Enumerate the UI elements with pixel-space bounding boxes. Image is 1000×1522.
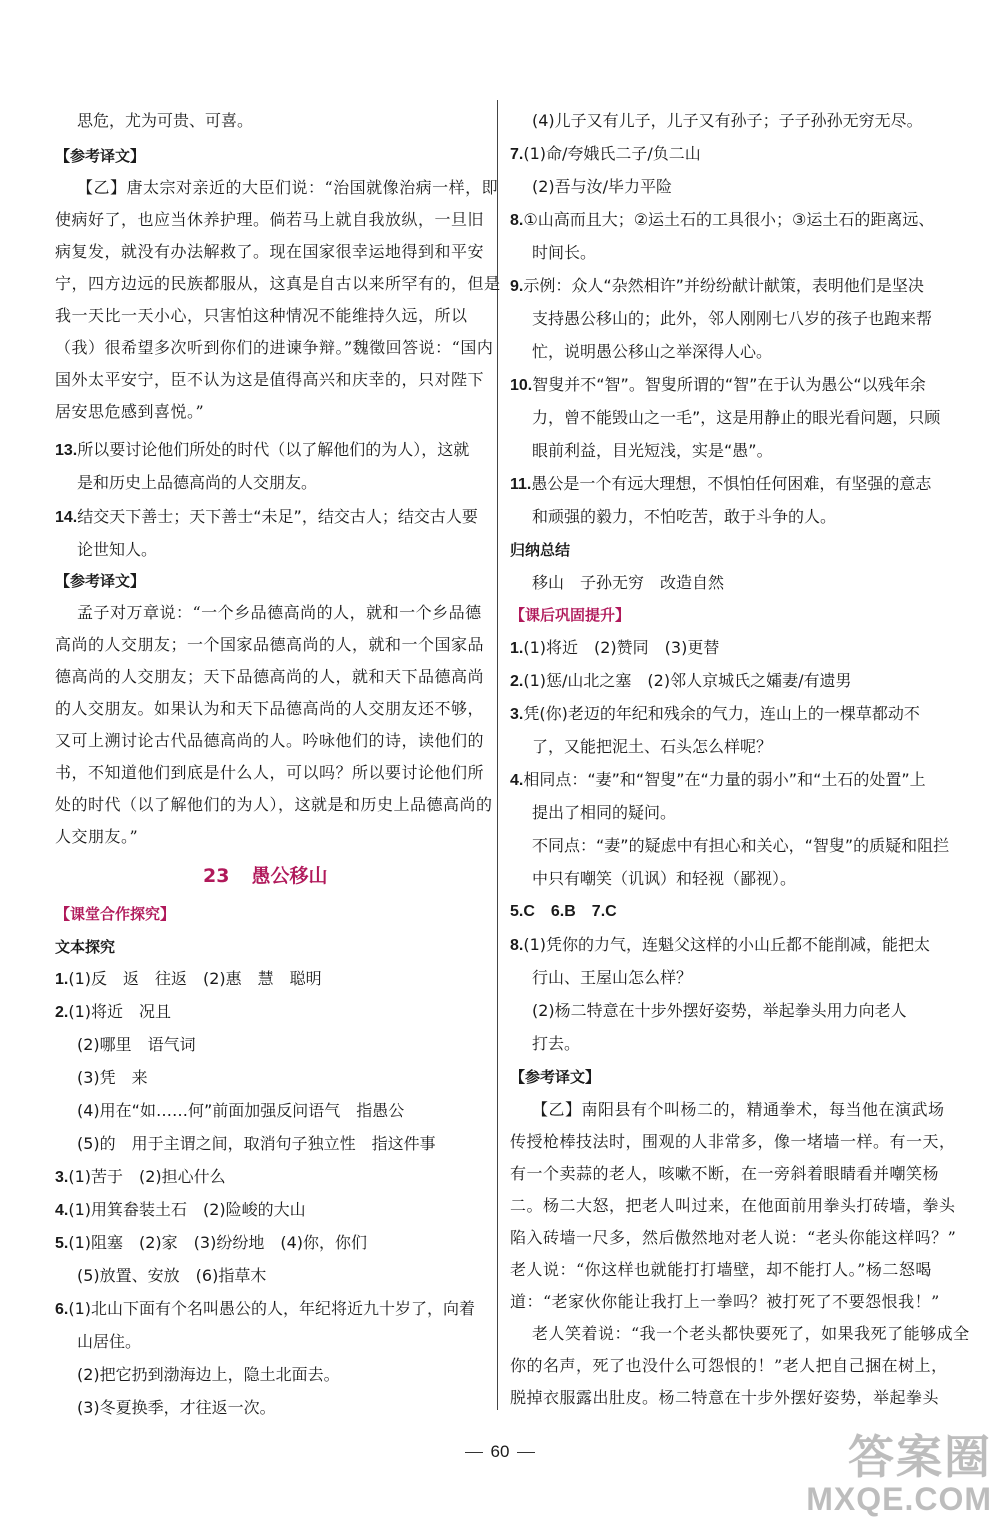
answer-4: 4.(1)用箕畚装土石 (2)险峻的大山	[55, 1200, 306, 1219]
watermark-url: MXQE.COM	[806, 1481, 992, 1517]
section-heading-translation: 【参考译文】	[55, 147, 146, 165]
text-line: 又可上溯讨论古代品德高尚的人。吟咏他们的诗，读他们的	[55, 731, 485, 750]
answer-14: 14.结交天下善士；天下善士“未足”，结交古人；结交古人要	[55, 507, 478, 526]
answer-13: 13.所以要讨论他们所处的时代（以了解他们的为人），这就	[55, 440, 470, 459]
summary-keywords: 移山 子孙无穷 改造自然	[532, 573, 725, 592]
answer-4: 4.相同点：“妻”和“智叟”在“力量的弱小”和“土石的处置”上	[510, 770, 926, 789]
answer-8: 8.①山高而且大；②运土石的工具很小；③运土石的距离远、	[510, 210, 935, 229]
text-line: 和顽强的毅力，不怕吃苦，敢于斗争的人。	[532, 507, 837, 526]
page-number	[440, 1442, 560, 1462]
text-line: (3)凭 来	[77, 1068, 148, 1087]
watermark-logo: 答案圈	[848, 1431, 992, 1483]
text-line: 二。杨二大怒，把老人叫过来，在他面前用拳头打砖墙，拳头	[510, 1196, 956, 1215]
answer-7: 7.(1)命/夸娥氏二子/负二山	[510, 144, 701, 163]
watermark	[806, 1432, 992, 1516]
text-line: 【乙】唐太宗对亲近的大臣们说：“治国就像治病一样，即	[77, 178, 499, 197]
text-line: 力，曾不能毁山之一毛”，这是用静止的眼光看问题，只顾	[532, 408, 941, 427]
text-line: 孟子对万章说：“一个乡品德高尚的人，就和一个乡品德	[77, 603, 482, 622]
section-heading-classroom: 【课堂合作探究】	[55, 905, 176, 923]
text-line: 打去。	[532, 1034, 581, 1053]
text-line: 了，又能把泥土、石头怎么样呢？	[532, 737, 773, 756]
answer-3: 3.(1)苦于 (2)担心什么	[55, 1167, 226, 1186]
text-line: 脱掉衣服露出肚皮。杨二特意在十步外摆好姿势，举起拳头	[510, 1388, 940, 1407]
text-line: 时间长。	[532, 243, 597, 262]
text-line: (2)把它扔到渤海边上，隐土北面去。	[77, 1365, 340, 1384]
answer-1: 1.(1)反 返 往返 (2)惠 慧 聪明	[55, 969, 322, 988]
text-line: 居安思危感到喜悦。”	[55, 402, 205, 421]
text-line: 中只有嘲笑（讥讽）和轻视（鄙视）。	[532, 869, 797, 888]
column-divider	[497, 100, 498, 1410]
text-line: (3)冬夏换季，才往返一次。	[77, 1398, 276, 1417]
text-line: 有一个卖蒜的老人，咳嗽不断，在一旁斜着眼睛看并嘲笑杨	[510, 1164, 940, 1183]
text-line: 的人交朋友。如果认为和天下品德高尚的人交朋友还不够，	[55, 699, 485, 718]
text-line: 老人笑着说：“我一个老头都快要死了，如果我死了能够成全	[532, 1324, 970, 1343]
text-line: (5)的 用于主谓之间，取消句子独立性 指这件事	[77, 1134, 436, 1153]
text-line: 高尚的人交朋友；一个国家品德高尚的人，就和一个国家品	[55, 635, 485, 654]
page-number-text: 60	[490, 1442, 510, 1461]
text-line: 行山、王屋山怎么样？	[532, 968, 693, 987]
answer-2: 2.(1)将近 况且	[55, 1002, 172, 1021]
text-line: 你的名声，死了也没什么可怨恨的！”老人把自己捆在树上，	[510, 1356, 948, 1375]
text-line: (2)吾与汝/毕力平险	[532, 177, 673, 196]
answer-8: 8.(1)凭你的力气，连魁父这样的小山丘都不能削减，能把太	[510, 935, 931, 954]
text-line: (5)放置、安放 (6)指草木	[77, 1266, 267, 1285]
text-line: (4)用在“如……何”前面加强反问语气 指愚公	[77, 1101, 405, 1120]
answers-5-6-7: 5.C 6.B 7.C	[510, 903, 617, 920]
answer-9: 9.示例：众人“杂然相许”并纷纷献计献策，表明他们是坚决	[510, 276, 924, 295]
answer-11: 11.愚公是一个有远大理想，不惧怕任何困难，有坚强的意志	[510, 474, 932, 493]
text-line: 忙，说明愚公移山之举深得人心。	[532, 342, 773, 361]
text-line: 使病好了，也应当休养护理。倘若马上就自我放纵，一旦旧	[55, 210, 485, 229]
text-line: (4)儿子又有儿子，儿子又有孙子；子子孙孙无穷无尽。	[532, 111, 923, 130]
dash-left	[465, 1452, 483, 1453]
text-line: 人交朋友。”	[55, 827, 139, 846]
dash-right	[517, 1452, 535, 1453]
text-line: 眼前利益，目光短浅，实是“愚”。	[532, 441, 773, 460]
text-line: 是和历史上品德高尚的人交朋友。	[77, 473, 318, 492]
subheading-text-study: 文本探究	[55, 938, 116, 956]
text-line: 德高尚的人交朋友；天下品德高尚的人，就和天下品德高尚	[55, 667, 485, 686]
text-line: 论世知人。	[77, 540, 158, 559]
lesson-title: 23 愚公移山	[203, 865, 328, 887]
answer-1: 1.(1)将近 (2)赞同 (3)更替	[510, 638, 720, 657]
text-line: 病复发，就没有办法解救了。现在国家很幸运地得到和平安	[55, 242, 485, 261]
text-line: 支持愚公移山的；此外，邻人刚刚七八岁的孩子也跑来帮	[532, 309, 933, 328]
section-heading-homework: 【课后巩固提升】	[510, 606, 631, 624]
section-heading-translation: 【参考译文】	[55, 572, 146, 590]
text-line: （我）很希望多次听到你们的进谏争辩。”魏徵回答说：“国内	[55, 338, 494, 357]
text-line: 提出了相同的疑问。	[532, 803, 677, 822]
text-line: 不同点：“妻”的疑虑中有担心和关心，“智叟”的质疑和阻拦	[532, 836, 950, 855]
text-line: 【乙】南阳县有个叫杨二的，精通拳术，每当他在演武场	[532, 1100, 945, 1119]
answer-5: 5.(1)阻塞 (2)家 (3)纷纷地 (4)你，你们	[55, 1233, 368, 1252]
text-line: 我一天比一天小心，只害怕这种情况不能维持久远，所以	[55, 306, 468, 325]
text-line: 书，不知道他们到底是什么人，可以吗？所以要讨论他们所	[55, 763, 485, 782]
text-line: 国外太平安宁，臣不认为这是值得高兴和庆幸的，只对陛下	[55, 370, 485, 389]
section-heading-translation: 【参考译文】	[510, 1068, 601, 1086]
text-line: 传授枪棒技法时，围观的人非常多，像一堵墙一样。有一天，	[510, 1132, 956, 1151]
text-line: 陷入砖墙一尺多，然后傲然地对老人说：“老头你能这样吗？”	[510, 1228, 957, 1247]
answer-3: 3.凭(你)老迈的年纪和残余的气力，连山上的一棵草都动不	[510, 704, 920, 723]
text-line: (2)哪里 语气词	[77, 1035, 196, 1054]
answer-2: 2.(1)惩/山北之塞 (2)邻人京城氏之孀妻/有遗男	[510, 671, 852, 690]
subheading-summary: 归纳总结	[510, 541, 571, 559]
text-line: 思危，尤为可贵、可喜。	[77, 111, 254, 130]
text-line: 处的时代（以了解他们的为人），这就是和历史上品德高尚的	[55, 795, 493, 814]
answer-6: 6.(1)北山下面有个名叫愚公的人，年纪将近九十岁了，向着	[55, 1299, 476, 1318]
text-line: 道：“老家伙你能让我打上一拳吗？被打死了不要怨恨我！”	[510, 1292, 940, 1311]
text-line: 老人说：“你这样也就能打打墙壁，却不能打人。”杨二怒喝	[510, 1260, 932, 1279]
text-line: 宁，四方边远的民族都服从，这真是自古以来所罕有的，但是	[55, 274, 501, 293]
text-line: (2)杨二特意在十步外摆好姿势，举起拳头用力向老人	[532, 1001, 907, 1020]
text-line: 山居住。	[77, 1332, 142, 1351]
answer-10: 10.智叟并不“智”。智叟所谓的“智”在于认为愚公“以残年余	[510, 375, 926, 394]
